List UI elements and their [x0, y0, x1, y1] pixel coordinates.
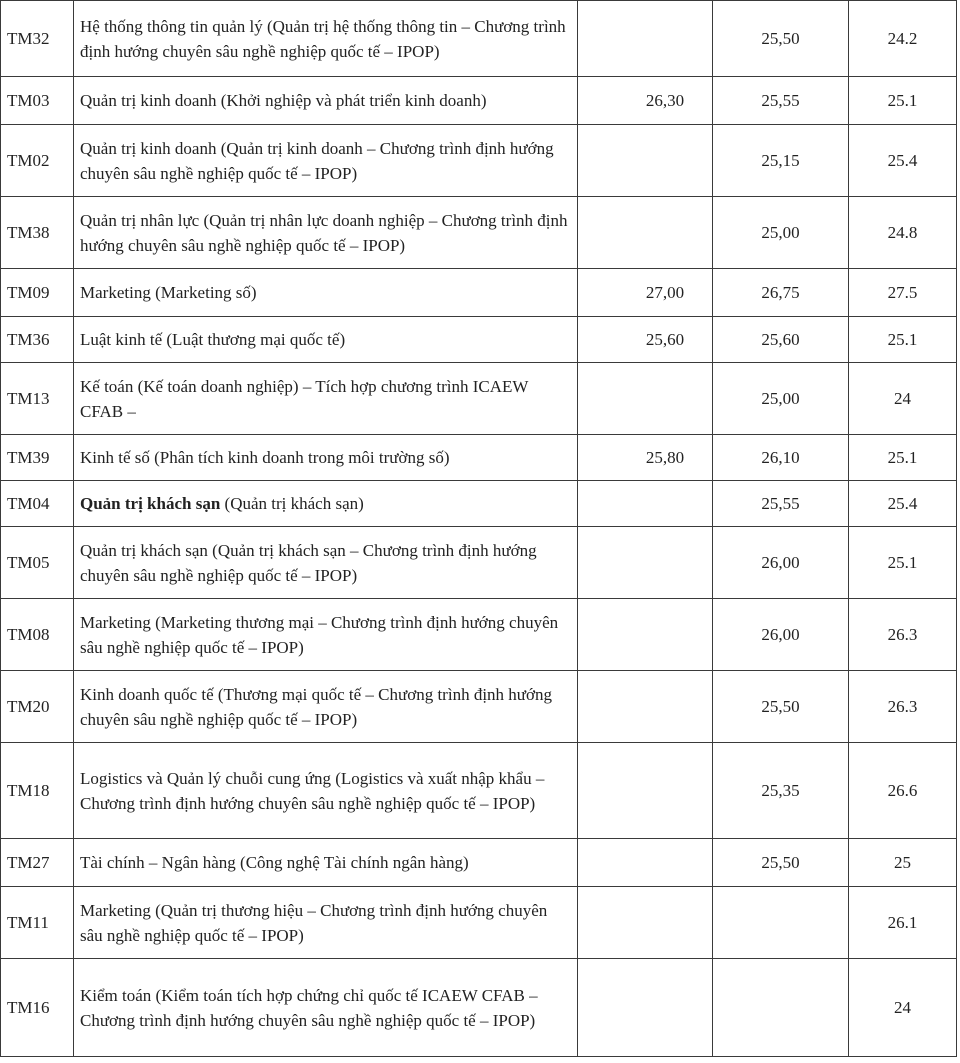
- score-cell-2: 25,55: [713, 77, 849, 125]
- program-code-cell: TM11: [1, 887, 74, 959]
- score-cell-3: 27.5: [849, 269, 957, 317]
- program-name-text: Marketing (Quản trị thương hiệu – Chương trình định hướng chuyên sâu nghề nghiệp quốc tế – IPOP): [80, 900, 548, 945]
- score-cell-1: [578, 959, 713, 1057]
- table-row: [1, 197, 957, 269]
- program-name-cell: [74, 317, 578, 363]
- score-cell-1: 25,60: [578, 317, 713, 363]
- score-cell-3: 24: [849, 959, 957, 1057]
- program-code-cell: TM39: [1, 435, 74, 481]
- program-code-cell: TM38: [1, 197, 74, 269]
- program-name-text: Kinh doanh quốc tế (Thương mại quốc tế – Chương trình định hướng chuyên sâu nghề nghiệp quốc tế – IPOP): [80, 684, 552, 729]
- table-row: [1, 1, 957, 77]
- program-name-text: Marketing (Marketing số): [80, 283, 257, 302]
- program-name-cell: [74, 671, 578, 743]
- score-cell-3: 26.1: [849, 887, 957, 959]
- program-name-cell: [74, 743, 578, 839]
- program-name-cell: [74, 887, 578, 959]
- table-row: [1, 527, 957, 599]
- program-name-text: Quản trị kinh doanh (Khởi nghiệp và phát triển kinh doanh): [80, 91, 487, 110]
- program-name-text: Quản trị kinh doanh (Quản trị kinh doanh – Chương trình định hướng chuyên sâu nghề nghiệp quốc tế – IPOP): [80, 138, 554, 183]
- program-code-cell: TM32: [1, 1, 74, 77]
- score-cell-1: [578, 197, 713, 269]
- program-code-cell: TM16: [1, 959, 74, 1057]
- program-name-cell: [74, 481, 578, 527]
- program-name-text: Kiểm toán (Kiểm toán tích hợp chứng chỉ quốc tế ICAEW CFAB – Chương trình định hướng chuyên sâu nghề nghiệp quốc tế – IPOP): [80, 985, 538, 1030]
- program-name-cell: [74, 527, 578, 599]
- program-name-cell: [74, 959, 578, 1057]
- program-name-text: Kinh tế số (Phân tích kinh doanh trong môi trường số): [80, 448, 450, 467]
- score-cell-2: 25,50: [713, 839, 849, 887]
- program-name-cell: [74, 839, 578, 887]
- table-row: [1, 269, 957, 317]
- score-cell-3: 25: [849, 839, 957, 887]
- score-cell-2: 25,50: [713, 1, 849, 77]
- program-code-cell: TM13: [1, 363, 74, 435]
- table-row: [1, 839, 957, 887]
- table-row: [1, 481, 957, 527]
- table-row: [1, 599, 957, 671]
- score-cell-2: 25,50: [713, 671, 849, 743]
- score-cell-3: 26.6: [849, 743, 957, 839]
- score-cell-1: [578, 363, 713, 435]
- score-cell-1: 26,30: [578, 77, 713, 125]
- score-cell-3: 24: [849, 363, 957, 435]
- score-cell-1: [578, 1, 713, 77]
- program-code-cell: TM27: [1, 839, 74, 887]
- program-code-cell: TM36: [1, 317, 74, 363]
- table-row: [1, 77, 957, 125]
- score-cell-3: 25.1: [849, 435, 957, 481]
- table-row: [1, 671, 957, 743]
- program-name-cell: [74, 125, 578, 197]
- program-name-text: Kế toán (Kế toán doanh nghiệp) – Tích hợp chương trình ICAEW CFAB –: [80, 376, 529, 421]
- score-cell-1: 25,80: [578, 435, 713, 481]
- program-name-cell: [74, 197, 578, 269]
- program-name-text: Quản trị nhân lực (Quản trị nhân lực doanh nghiệp – Chương trình định hướng chuyên sâu nghề nghiệp quốc tế – IPOP): [80, 210, 568, 255]
- score-cell-3: 25.1: [849, 77, 957, 125]
- program-code-cell: TM05: [1, 527, 74, 599]
- program-name-cell: [74, 1, 578, 77]
- table-row: [1, 363, 957, 435]
- program-name-cell: [74, 435, 578, 481]
- score-cell-2: 25,00: [713, 197, 849, 269]
- score-cell-1: [578, 839, 713, 887]
- score-cell-1: [578, 527, 713, 599]
- table-row: [1, 317, 957, 363]
- score-cell-3: 25.1: [849, 527, 957, 599]
- score-cell-3: 25.1: [849, 317, 957, 363]
- score-cell-2: 26,10: [713, 435, 849, 481]
- score-cell-1: [578, 481, 713, 527]
- score-cell-1: [578, 887, 713, 959]
- score-cell-2: 25,35: [713, 743, 849, 839]
- table-body: [1, 1, 957, 1057]
- program-name-cell: [74, 599, 578, 671]
- score-cell-2: 26,00: [713, 599, 849, 671]
- program-code-cell: TM08: [1, 599, 74, 671]
- program-code-cell: TM09: [1, 269, 74, 317]
- program-name-text: Hệ thống thông tin quản lý (Quản trị hệ thống thông tin – Chương trình định hướng chuyên sâu nghề nghiệp quốc tế – IPOP): [80, 16, 566, 61]
- score-cell-2: 25,00: [713, 363, 849, 435]
- table-row: [1, 743, 957, 839]
- score-cell-1: [578, 671, 713, 743]
- score-cell-3: 24.2: [849, 1, 957, 77]
- score-cell-2: 25,15: [713, 125, 849, 197]
- table-row: [1, 435, 957, 481]
- score-cell-2: [713, 959, 849, 1057]
- program-name-cell: [74, 363, 578, 435]
- program-name-cell: [74, 269, 578, 317]
- score-cell-2: [713, 887, 849, 959]
- score-cell-1: 27,00: [578, 269, 713, 317]
- program-name-cell: [74, 77, 578, 125]
- score-cell-1: [578, 125, 713, 197]
- program-name-text: (Quản trị khách sạn): [220, 494, 364, 513]
- program-code-cell: TM03: [1, 77, 74, 125]
- score-cell-2: 26,00: [713, 527, 849, 599]
- program-name-bold: Quản trị khách sạn: [80, 494, 221, 513]
- program-name-text: Logistics và Quản lý chuỗi cung ứng (Logistics và xuất nhập khẩu – Chương trình định hướng chuyên sâu nghề nghiệp quốc tế – IPOP): [80, 768, 545, 813]
- score-cell-1: [578, 599, 713, 671]
- score-cell-2: 25,60: [713, 317, 849, 363]
- table-row: [1, 959, 957, 1057]
- program-code-cell: TM02: [1, 125, 74, 197]
- score-cell-3: 24.8: [849, 197, 957, 269]
- score-cell-3: 26.3: [849, 599, 957, 671]
- program-name-text: Tài chính – Ngân hàng (Công nghệ Tài chính ngân hàng): [80, 853, 469, 872]
- score-cell-3: 25.4: [849, 125, 957, 197]
- program-name-text: Marketing (Marketing thương mại – Chương trình định hướng chuyên sâu nghề nghiệp quốc tế – IPOP): [80, 612, 559, 657]
- score-cell-2: 25,55: [713, 481, 849, 527]
- table-row: [1, 887, 957, 959]
- program-code-cell: TM18: [1, 743, 74, 839]
- program-name-text: Luật kinh tế (Luật thương mại quốc tế): [80, 330, 346, 349]
- program-code-cell: TM20: [1, 671, 74, 743]
- program-code-cell: TM04: [1, 481, 74, 527]
- score-cell-1: [578, 743, 713, 839]
- score-cell-3: 26.3: [849, 671, 957, 743]
- score-cell-3: 25.4: [849, 481, 957, 527]
- program-name-text: Quản trị khách sạn (Quản trị khách sạn – Chương trình định hướng chuyên sâu nghề nghiệp quốc tế – IPOP): [80, 540, 537, 585]
- score-cell-2: 26,75: [713, 269, 849, 317]
- table-row: [1, 125, 957, 197]
